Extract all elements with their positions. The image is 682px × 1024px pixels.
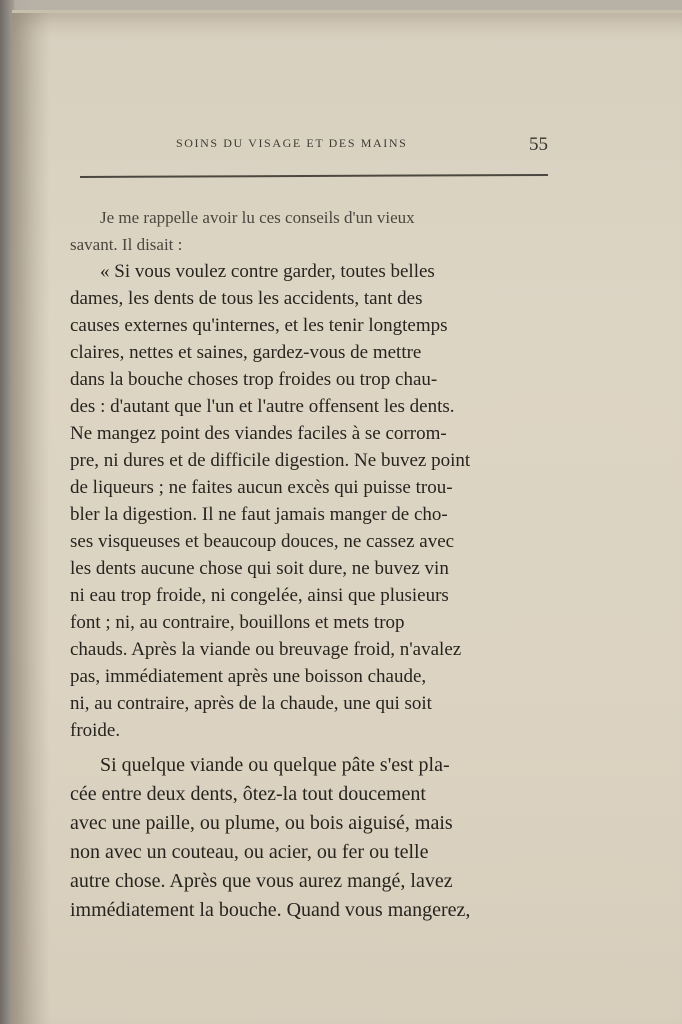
text-line: des : d'autant que l'un et l'autre offensent les dents.: [70, 396, 455, 417]
text-line: autre chose. Après que vous aurez mangé, lavez: [70, 870, 453, 892]
text-line: bler la digestion. Il ne faut jamais manger de cho-: [70, 504, 448, 525]
running-title: SOINS DU VISAGE ET DES MAINS: [176, 136, 408, 150]
text-line: font ; ni, au contraire, bouillons et mets trop: [70, 612, 405, 633]
text-line: ses visqueuses et beaucoup douces, ne cassez avec: [70, 531, 455, 552]
text-line: froide.: [70, 720, 121, 741]
text-line: Ne mangez point des viandes faciles à se corrom-: [70, 423, 447, 444]
text-line: de liqueurs ; ne faites aucun excès qui puisse trou-: [70, 477, 453, 498]
text-line: Je me rappelle avoir lu ces conseils d'un vieux: [100, 208, 415, 227]
text-line: pre, ni dures et de difficile digestion. Ne buvez point: [70, 450, 471, 471]
text-line: « Si vous voulez contre garder, toutes belles: [100, 261, 435, 282]
page-number: 55: [529, 134, 548, 155]
text-line: chauds. Après la viande ou breuvage froid, n'avalez: [70, 639, 462, 660]
text-line: ni eau trop froide, ni congelée, ainsi que plusieurs: [70, 585, 449, 606]
text-line: Si quelque viande ou quelque pâte s'est pla-: [100, 754, 450, 776]
text-line: ni, au contraire, après de la chaude, une qui soit: [70, 693, 432, 714]
text-line: dans la bouche choses trop froides ou trop chau-: [70, 369, 438, 390]
text-line: claires, nettes et saines, gardez-vous de mettre: [70, 342, 422, 363]
text-line: les dents aucune chose qui soit dure, ne buvez vin: [70, 558, 449, 579]
text-line: non avec un couteau, ou acier, ou fer ou telle: [70, 841, 429, 863]
text-line: savant. Il disait :: [70, 235, 183, 254]
text-line: pas, immédiatement après une boisson chaude,: [70, 666, 427, 687]
page-body: [70, 205, 550, 925]
page-fold-shadow: [12, 13, 50, 1024]
text-line: cée entre deux dents, ôtez-la tout doucement: [70, 783, 426, 805]
text-line: avec une paille, ou plume, ou bois aiguisé, mais: [70, 812, 453, 834]
text-line: causes externes qu'internes, et les tenir longtemps: [70, 315, 448, 336]
text-line: immédiatement la bouche. Quand vous mangerez,: [70, 899, 471, 921]
text-line: dames, les dents de tous les accidents, tant des: [70, 288, 423, 309]
